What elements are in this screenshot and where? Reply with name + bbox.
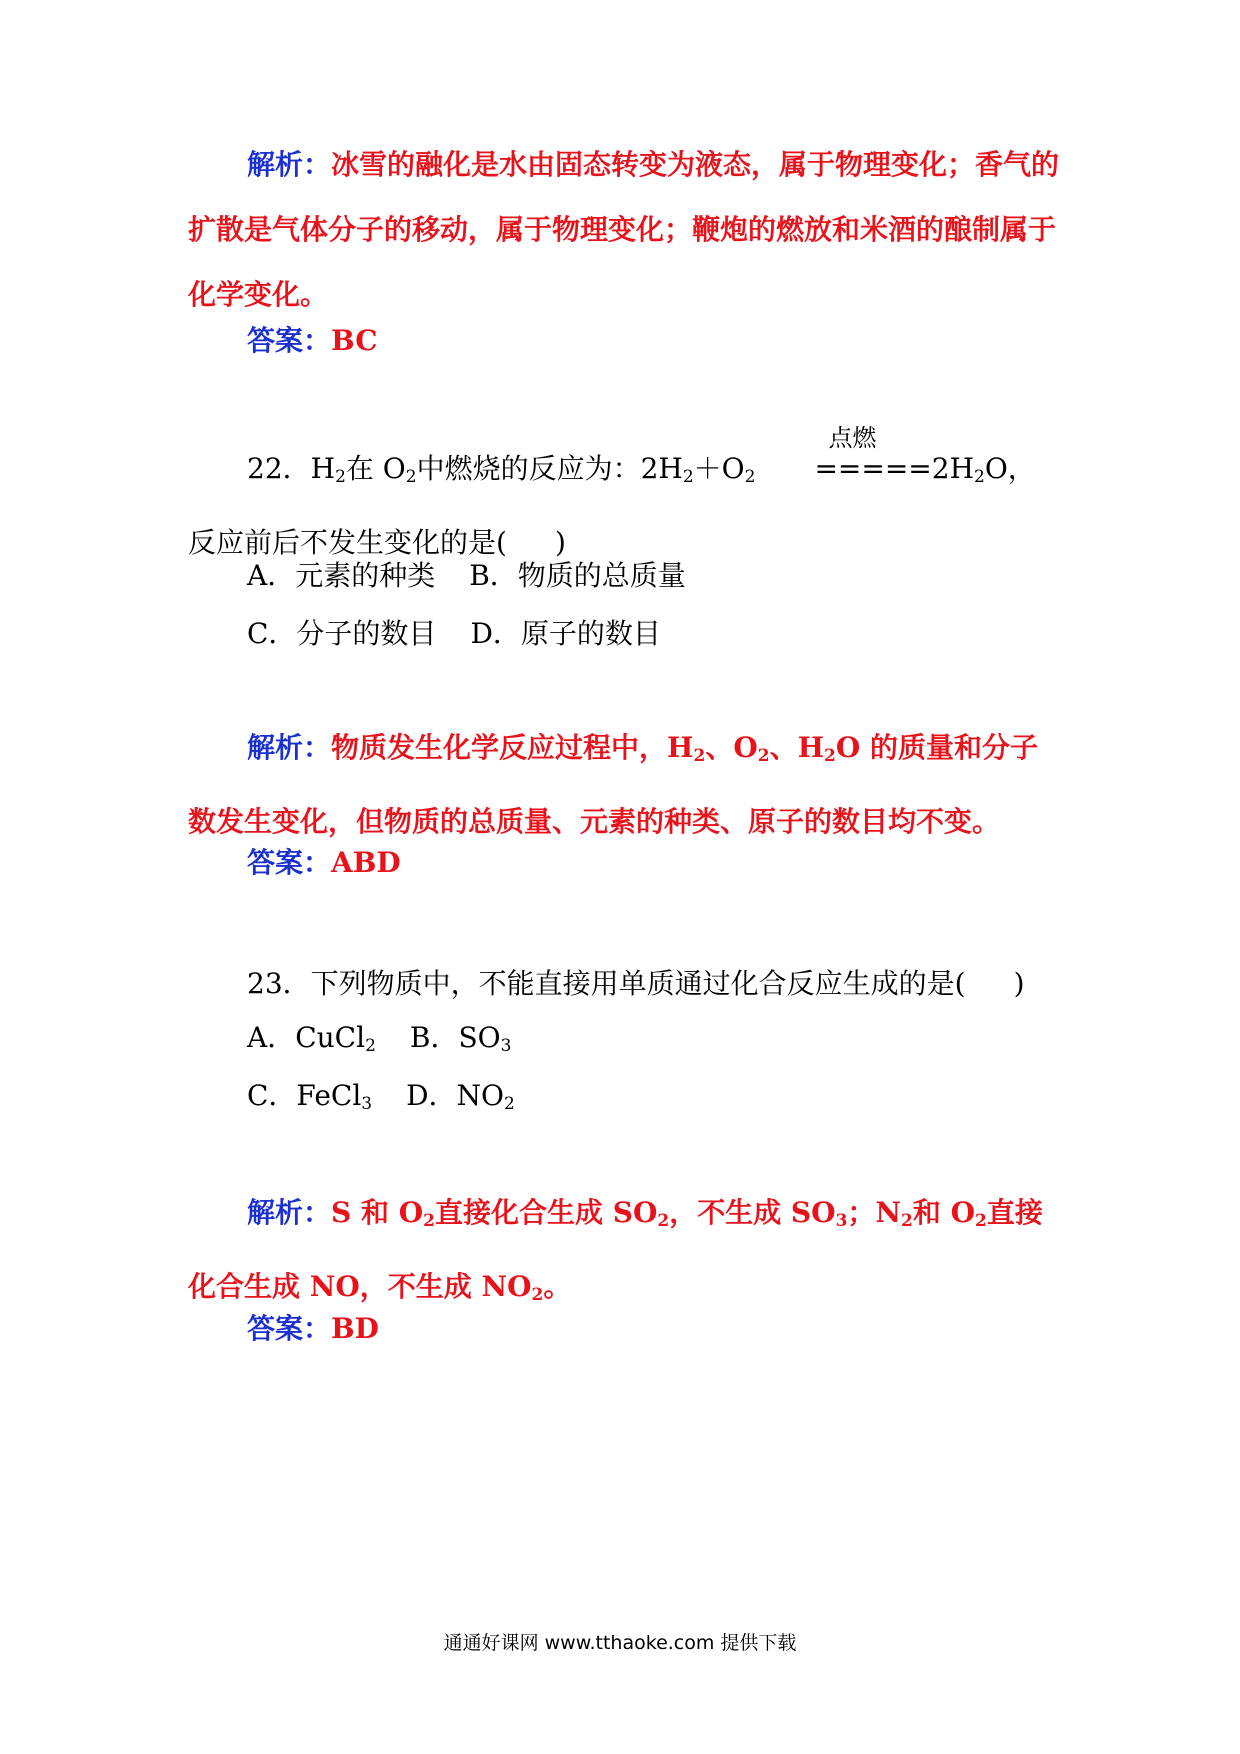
answer-label: 答案： bbox=[247, 324, 332, 357]
option-d: D．原子的数目 bbox=[470, 617, 661, 650]
answer-value: BC bbox=[331, 324, 378, 357]
reaction-condition: 点燃 ===== bbox=[814, 424, 932, 485]
page-footer: 通通好课网 www.tthaoke.com 提供下载 bbox=[443, 1632, 797, 1654]
question-22-options-ab bbox=[247, 556, 686, 596]
question-22-stem: 22．$H_2$在 $O_2$中燃烧的反应为：$2H_2+O_2$ 点燃 $=====2H_2O$，反应前后不发生变化的是( ) bbox=[188, 424, 1036, 559]
answer-23: 答案：BD bbox=[247, 1312, 379, 1345]
option-b: B．物质的总质量 bbox=[469, 559, 686, 592]
analysis-label: 解析： bbox=[247, 148, 332, 181]
question-23-stem: 23．下列物质中，不能直接用单质通过化合反应生成的是( ) bbox=[247, 967, 1025, 1000]
analysis-23: 解析：S 和 $O_2$直接化合生成 $SO_2$，不生成 $SO_3$；$N_2$和 $O_2$直接化合生成 NO，不生成 $NO_2$。 bbox=[188, 1196, 1043, 1305]
option-b: B．SO3 bbox=[409, 1021, 512, 1056]
question-23-options-cd bbox=[247, 1076, 515, 1124]
option-d: D．NO2 bbox=[406, 1079, 515, 1114]
option-a: A．CuCl2 bbox=[247, 1021, 376, 1056]
answer-21 bbox=[188, 308, 1060, 373]
analysis-text: 冰雪的融化是水由固态转变为液态，属于物理变化；香气的扩散是气体分子的移动，属于物理变化；鞭炮的燃放和米酒的酿制属于化学变化。 bbox=[188, 148, 1060, 311]
analysis-22: 解析：物质发生化学反应过程中，$H_2$、$O_2$、$H_2O$ 的质量和分子数发生变化，但物质的总质量、元素的种类、原子的数目均不变。 bbox=[188, 731, 1039, 838]
answer-22: 答案：ABD bbox=[247, 846, 401, 879]
option-c: C．FeCl3 bbox=[247, 1079, 373, 1114]
question-22-options-cd bbox=[247, 614, 661, 654]
option-a: A．元素的种类 bbox=[247, 559, 436, 592]
option-c: C．分子的数目 bbox=[247, 617, 437, 650]
analysis-21 bbox=[188, 132, 1060, 327]
question-23-options-ab bbox=[247, 1018, 511, 1066]
